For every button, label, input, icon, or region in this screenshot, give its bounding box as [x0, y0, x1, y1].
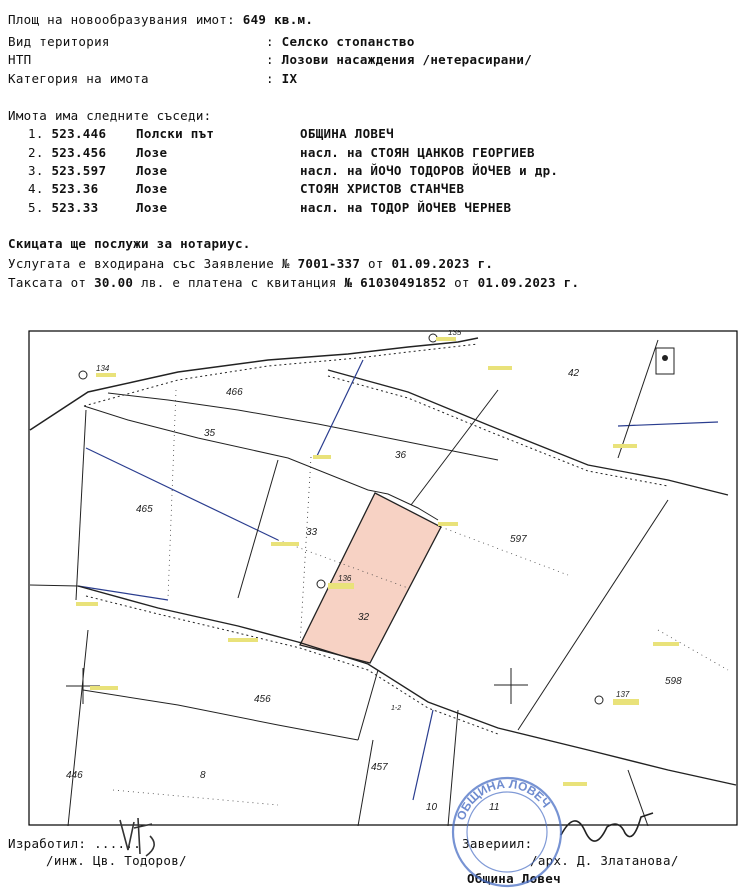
parcel-label: 35 [204, 428, 216, 439]
ntp-row [8, 52, 31, 67]
receipt-number: № 61030491852 [344, 275, 447, 290]
approved-name: /арх. Д. Златанова/ [530, 853, 679, 868]
parcel-label: 36 [395, 450, 407, 461]
control-point-label: 136 [338, 574, 352, 583]
ntp-value-row: : Лозови насаждения /нетерасирани/ [266, 52, 533, 67]
parcel-label: 11 [489, 802, 500, 813]
category-value-row: : IX [266, 71, 298, 86]
neighbor-owner: насл. на ТОДОР ЙОЧЕВ ЧЕРНЕВ [300, 200, 512, 215]
stamp-text: ОБЩИНА ЛОВЕЧ [453, 776, 554, 823]
fee-amount: 30.00 [94, 275, 134, 290]
approved-label: Завериил: [462, 836, 533, 851]
neighbor-num: 3. [28, 163, 44, 178]
fee-line [8, 275, 579, 290]
application-line [8, 256, 493, 271]
application-from: от [368, 256, 384, 271]
parcel-label: 8 [200, 770, 206, 781]
territory-value-row: : Селско стопанство [266, 34, 415, 49]
parcel-label: 457 [371, 762, 388, 773]
notary-line: Скицата ще послужи за нотариус. [8, 236, 251, 251]
control-point-label: 137 [616, 690, 630, 699]
ntp-label: НТП [8, 52, 32, 67]
territory-row [8, 34, 110, 49]
list-item [28, 163, 106, 178]
territory-label: Вид територия [8, 34, 110, 49]
neighbor-owner: насл. на ЙОЧО ТОДОРОВ ЙОЧЕВ и др. [300, 163, 559, 178]
application-number: 7001-337 [297, 256, 361, 271]
parcel-label: 42 [568, 368, 580, 379]
neighbor-owner: ОБЩИНА ЛОВЕЧ [300, 126, 394, 141]
neighbor-type: Лозе [136, 181, 168, 196]
neighbor-id: 523.36 [51, 181, 99, 196]
neighbor-num: 2. [28, 145, 44, 160]
control-point-label: 135 [448, 330, 462, 337]
neighbor-type: Лозе [136, 145, 168, 160]
building-marker [662, 355, 668, 361]
list-item [28, 126, 106, 141]
neighbor-owner: насл. на СТОЯН ЦАНКОВ ГЕОРГИЕВ [300, 145, 535, 160]
fee-mid: лв. е платена с квитанция [141, 275, 337, 290]
neighbor-id: 523.597 [51, 163, 107, 178]
parcel-label: 466 [226, 387, 243, 398]
made-by-label: Изработил: ...... [8, 836, 142, 851]
neighbor-num: 1. [28, 126, 44, 141]
parcel-label: 465 [136, 504, 153, 515]
neighbor-id: 523.33 [51, 200, 99, 215]
category-label: Категория на имота [8, 71, 149, 86]
neighbor-num: 4. [28, 181, 44, 196]
area-row: Площ на новообразувания имот: 649 кв.м. [8, 12, 314, 27]
parcel-label: 456 [254, 694, 271, 705]
neighbor-type: Лозе [136, 163, 168, 178]
fee-from: от [454, 275, 470, 290]
application-date: 01.09.2023 г. [391, 256, 494, 271]
neighbor-owner: СТОЯН ХРИСТОВ СТАНЧЕВ [300, 181, 465, 196]
category-value: IX [281, 71, 298, 86]
neighbors-title: Имота има следните съседи: [8, 108, 212, 123]
parcel-label: 598 [665, 676, 682, 687]
cadastral-map [28, 330, 738, 826]
neighbor-id: 523.456 [51, 145, 107, 160]
org-name: Община Ловеч [467, 871, 561, 886]
control-point-label: 134 [96, 364, 110, 373]
parcel-label: 10 [426, 802, 438, 813]
parcel-label: 32 [358, 612, 370, 623]
parcel-label: 1-2 [391, 705, 402, 712]
neighbor-id: 523.446 [51, 126, 107, 141]
territory-value: Селско стопанство [281, 34, 415, 49]
parcel-label: 446 [66, 770, 83, 781]
fee-date: 01.09.2023 г. [477, 275, 580, 290]
made-by-name: /инж. Цв. Тодоров/ [46, 853, 187, 868]
signature-right [555, 805, 665, 851]
parcel-label: 33 [306, 527, 318, 538]
svg-text:ОБЩИНА ЛОВЕЧ [454, 777, 553, 822]
official-stamp [448, 773, 566, 891]
neighbor-num: 5. [28, 200, 44, 215]
area-label: Площ на новообразувания имот [8, 12, 228, 27]
parcel-label: 597 [510, 534, 527, 545]
list-item [28, 145, 106, 160]
category-row [8, 71, 149, 86]
list-item [28, 200, 98, 215]
fee-prefix: Таксата от [8, 275, 87, 290]
application-prefix: Услугата е входирана със Заявление № [8, 256, 290, 271]
neighbor-type: Лозе [136, 200, 168, 215]
list-item [28, 181, 98, 196]
signature-left [110, 806, 180, 862]
ntp-value: Лозови насаждения /нетерасирани/ [281, 52, 533, 67]
area-value: 649 кв.м. [242, 12, 314, 27]
neighbor-type: Полски път [136, 126, 215, 141]
